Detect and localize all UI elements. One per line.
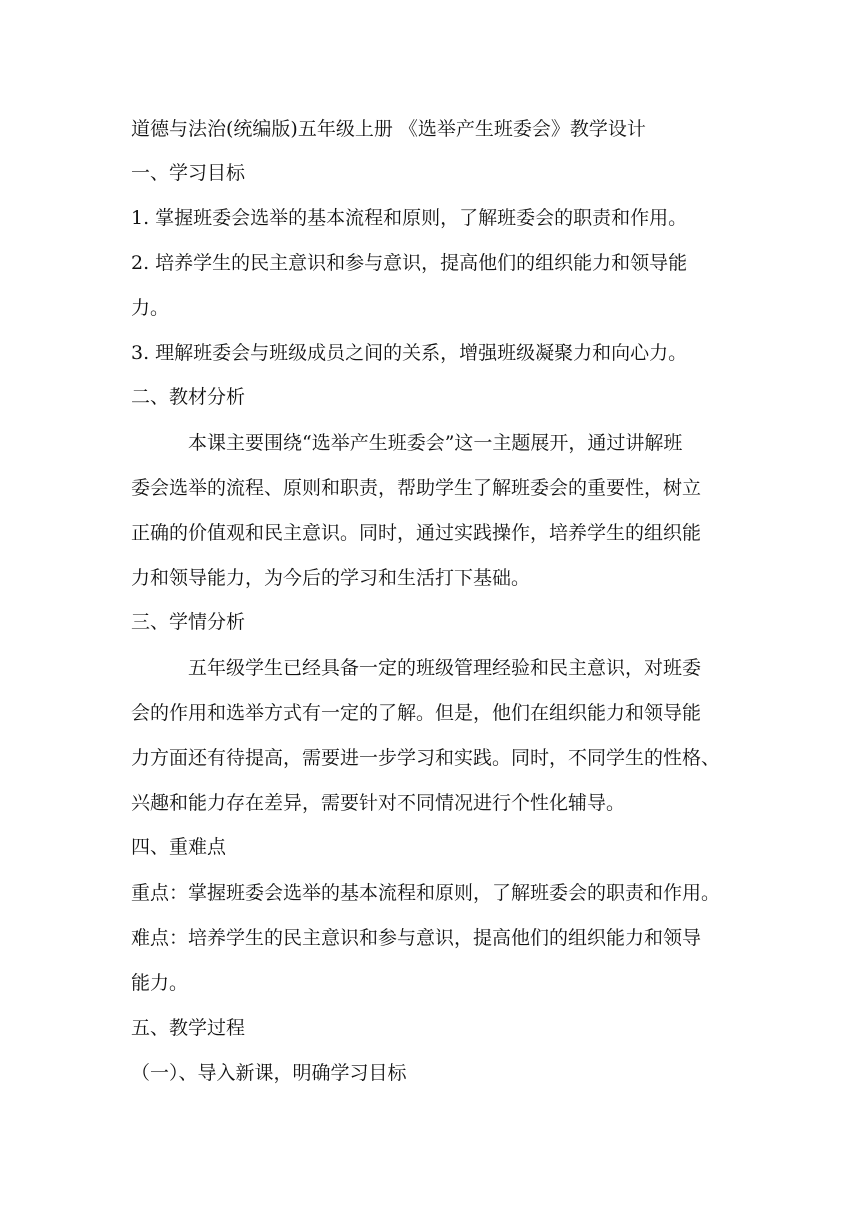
difficult-point-line-2: 能力。 (131, 972, 189, 994)
section-heading-teaching-process: 五、教学过程 (131, 1017, 246, 1039)
textbook-analysis-line-1: 本课主要围绕“选举产生班委会”这一主题展开，通过讲解班 (188, 432, 683, 454)
section-heading-learner-analysis: 三、学情分析 (131, 611, 246, 633)
section-heading-textbook-analysis: 二、教材分析 (131, 386, 246, 408)
objective-item-2: 2. 培养学生的民主意识和参与意识，提高他们的组织能力和领导能 (131, 252, 688, 274)
learner-analysis-line-3: 力方面还有待提高，需要进一步学习和实践。同时，不同学生的性格、 (131, 747, 721, 769)
objective-item-2-continued: 力。 (131, 297, 170, 319)
objective-item-1: 1. 掌握班委会选举的基本流程和原则，了解班委会的职责和作用。 (131, 207, 688, 229)
section-heading-key-points: 四、重难点 (131, 836, 227, 858)
textbook-analysis-line-3: 正确的价值观和民主意识。同时，通过实践操作，培养学生的组织能 (131, 522, 702, 544)
learner-analysis-line-1: 五年级学生已经具备一定的班级管理经验和民主意识，对班委 (188, 657, 702, 679)
objective-item-3: 3. 理解班委会与班级成员之间的关系，增强班级凝聚力和向心力。 (131, 342, 688, 364)
key-point-line: 重点：掌握班委会选举的基本流程和原则，了解班委会的职责和作用。 (131, 882, 721, 904)
textbook-analysis-line-4: 力和领导能力，为今后的学习和生活打下基础。 (131, 567, 531, 589)
textbook-analysis-line-2: 委会选举的流程、原则和职责，帮助学生了解班委会的重要性，树立 (131, 477, 702, 499)
document-title: 道德与法治(统编版)五年级上册 《选举产生班委会》教学设计 (131, 118, 646, 140)
learner-analysis-line-2: 会的作用和选举方式有一定的了解。但是，他们在组织能力和领导能 (131, 702, 702, 724)
learner-analysis-line-4: 兴趣和能力存在差异，需要针对不同情况进行个性化辅导。 (131, 792, 626, 814)
difficult-point-line-1: 难点：培养学生的民主意识和参与意识，提高他们的组织能力和领导 (131, 927, 702, 949)
section-heading-objectives: 一、学习目标 (131, 162, 246, 184)
teaching-process-subheading-1: （一）、导入新课，明确学习目标 (131, 1062, 407, 1084)
